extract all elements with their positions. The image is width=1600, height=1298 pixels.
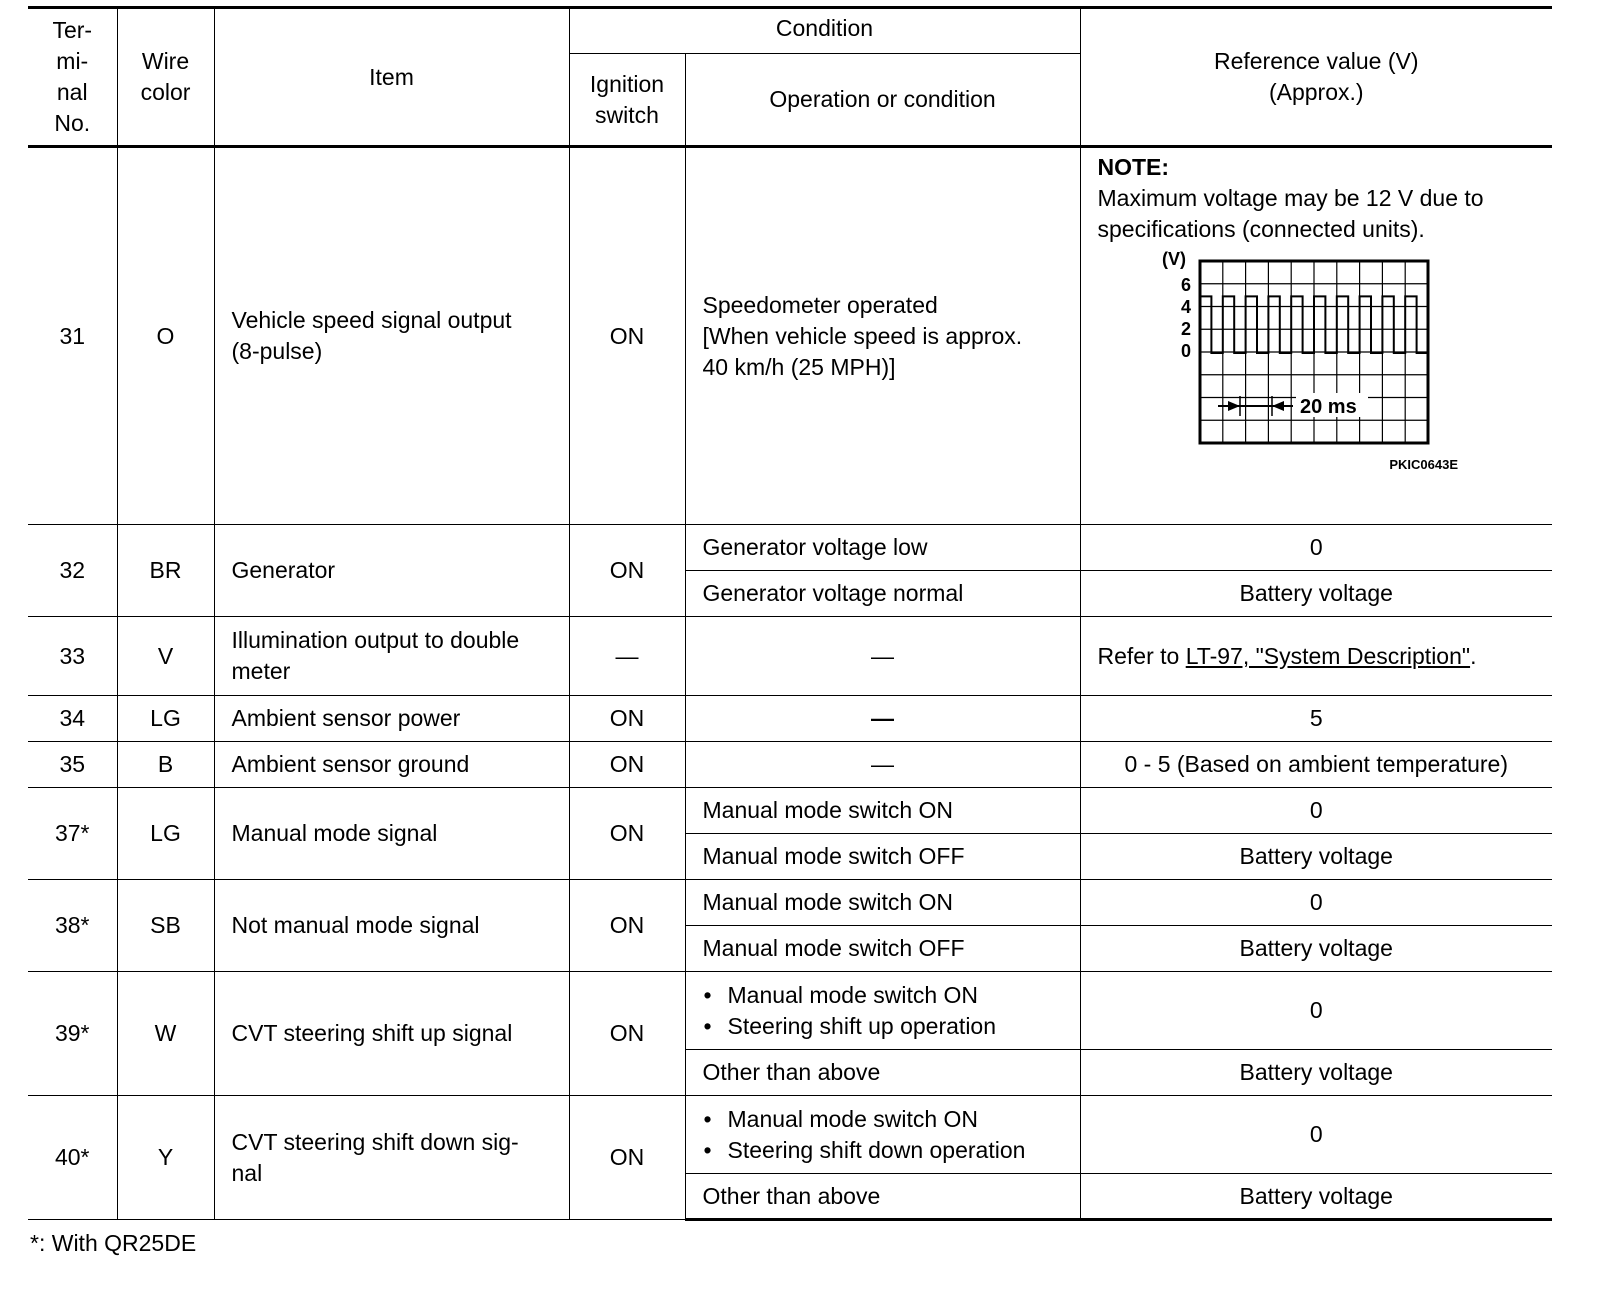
- reference-cell: [1080, 147, 1552, 525]
- operation-cell: Manual mode switch ON: [685, 788, 1080, 834]
- reference-cell: Battery voltage: [1080, 926, 1552, 972]
- table-row: [28, 972, 1552, 1050]
- table-row: [28, 147, 1552, 525]
- table-row: [28, 1096, 1552, 1174]
- reference-cell: Battery voltage: [1080, 1050, 1552, 1096]
- ignition-cell: ON: [569, 788, 685, 880]
- list-item: • Manual mode switch ON: [704, 1104, 1080, 1135]
- scope-y-tick: 0: [1180, 341, 1191, 361]
- header-condition: Condition: [569, 8, 1080, 54]
- terminal-reference-table: [28, 6, 1552, 1221]
- terminal-cell: 38*: [28, 880, 117, 972]
- reference-cell: 0: [1080, 880, 1552, 926]
- table-row: [28, 617, 1552, 696]
- terminal-cell: 33: [28, 617, 117, 696]
- list-item: • Steering shift down operation: [704, 1135, 1080, 1166]
- wire-cell: W: [117, 972, 214, 1096]
- wire-cell: BR: [117, 525, 214, 617]
- terminal-cell: 31: [28, 147, 117, 525]
- reference-cell: 5: [1080, 696, 1552, 742]
- list-item: • Steering shift up operation: [704, 1011, 1080, 1042]
- scope-y-tick: 4: [1180, 297, 1191, 317]
- item-cell: Ambient sensor power: [214, 696, 569, 742]
- ignition-cell: —: [569, 617, 685, 696]
- wire-cell: LG: [117, 696, 214, 742]
- scope-time-marker: [1218, 396, 1293, 416]
- header-ignition-switch: Ignition switch: [569, 54, 685, 147]
- header-wire-color: Wire color: [117, 8, 214, 147]
- ignition-cell: ON: [569, 972, 685, 1096]
- operation-cell: [685, 972, 1080, 1050]
- operation-cell: [685, 1096, 1080, 1174]
- scope-pulse-trace: [1200, 296, 1428, 353]
- item-cell: Ambient sensor ground: [214, 742, 569, 788]
- item-cell: CVT steering shift down sig- nal: [214, 1096, 569, 1220]
- operation-cell: —: [685, 617, 1080, 696]
- operation-cell: Manual mode switch OFF: [685, 834, 1080, 880]
- wire-cell: O: [117, 147, 214, 525]
- table-row: [28, 880, 1552, 926]
- condition-bullet-list: [686, 1104, 1080, 1166]
- terminal-cell: 37*: [28, 788, 117, 880]
- table-row: [28, 696, 1552, 742]
- reference-cell: 0: [1080, 972, 1552, 1050]
- reference-cell: Battery voltage: [1080, 834, 1552, 880]
- oscilloscope-waveform: [1160, 251, 1470, 476]
- wire-cell: LG: [117, 788, 214, 880]
- wire-cell: B: [117, 742, 214, 788]
- reference-cell: Refer to LT-97, "System Description".: [1080, 617, 1552, 696]
- operation-cell: Generator voltage normal: [685, 571, 1080, 617]
- operation-cell: Generator voltage low: [685, 525, 1080, 571]
- reference-cell: Battery voltage: [1080, 571, 1552, 617]
- list-item: • Manual mode switch ON: [704, 980, 1080, 1011]
- reference-cell: 0 - 5 (Based on ambient temperature): [1080, 742, 1552, 788]
- operation-cell: Other than above: [685, 1050, 1080, 1096]
- scope-y-tick: 2: [1180, 319, 1191, 339]
- terminal-cell: 34: [28, 696, 117, 742]
- item-cell: Vehicle speed signal output (8-pulse): [214, 147, 569, 525]
- item-cell: Manual mode signal: [214, 788, 569, 880]
- figure-code: PKIC0643E: [1388, 457, 1458, 472]
- operation-cell: Manual mode switch ON: [685, 880, 1080, 926]
- operation-cell: Manual mode switch OFF: [685, 926, 1080, 972]
- note-text: Maximum voltage may be 12 V due to specifications (connected units).: [1097, 185, 1484, 242]
- operation-cell: —: [685, 742, 1080, 788]
- item-cell: Generator: [214, 525, 569, 617]
- ignition-cell: ON: [569, 742, 685, 788]
- reference-cell: 0: [1080, 1096, 1552, 1174]
- operation-cell: —: [685, 696, 1080, 742]
- operation-cell: Other than above: [685, 1174, 1080, 1220]
- wire-cell: V: [117, 617, 214, 696]
- note-title: NOTE:: [1097, 154, 1170, 180]
- terminal-cell: 39*: [28, 972, 117, 1096]
- header-item: Item: [214, 8, 569, 147]
- reference-cell: 0: [1080, 788, 1552, 834]
- scope-unit-label: (V): [1161, 251, 1186, 269]
- reference-cell: Battery voltage: [1080, 1174, 1552, 1220]
- operation-cell: Speedometer operated [When vehicle speed is approx. 40 km/h (25 MPH)]: [685, 147, 1080, 525]
- ignition-cell: ON: [569, 147, 685, 525]
- condition-bullet-list: [686, 980, 1080, 1042]
- header-operation-condition: Operation or condition: [685, 54, 1080, 147]
- scope-time-label: 20 ms: [1299, 396, 1357, 418]
- terminal-cell: 32: [28, 525, 117, 617]
- wire-cell: SB: [117, 880, 214, 972]
- lt-97-link[interactable]: LT-97, "System Description": [1185, 642, 1471, 669]
- table-row: [28, 525, 1552, 571]
- scope-y-tick: 6: [1180, 275, 1191, 295]
- ignition-cell: ON: [569, 696, 685, 742]
- table-row: [28, 788, 1552, 834]
- table-row: [28, 742, 1552, 788]
- item-cell: CVT steering shift up signal: [214, 972, 569, 1096]
- wire-cell: Y: [117, 1096, 214, 1220]
- header-terminal-no: Ter- mi- nal No.: [28, 8, 117, 147]
- terminal-cell: 40*: [28, 1096, 117, 1220]
- reference-cell: 0: [1080, 525, 1552, 571]
- ignition-cell: ON: [569, 880, 685, 972]
- ignition-cell: ON: [569, 1096, 685, 1220]
- terminal-cell: 35: [28, 742, 117, 788]
- ignition-cell: ON: [569, 525, 685, 617]
- footnote: *: With QR25DE: [30, 1230, 197, 1256]
- header-reference-value: Reference value (V) (Approx.): [1080, 8, 1552, 147]
- item-cell: Not manual mode signal: [214, 880, 569, 972]
- item-cell: Illumination output to double meter: [214, 617, 569, 696]
